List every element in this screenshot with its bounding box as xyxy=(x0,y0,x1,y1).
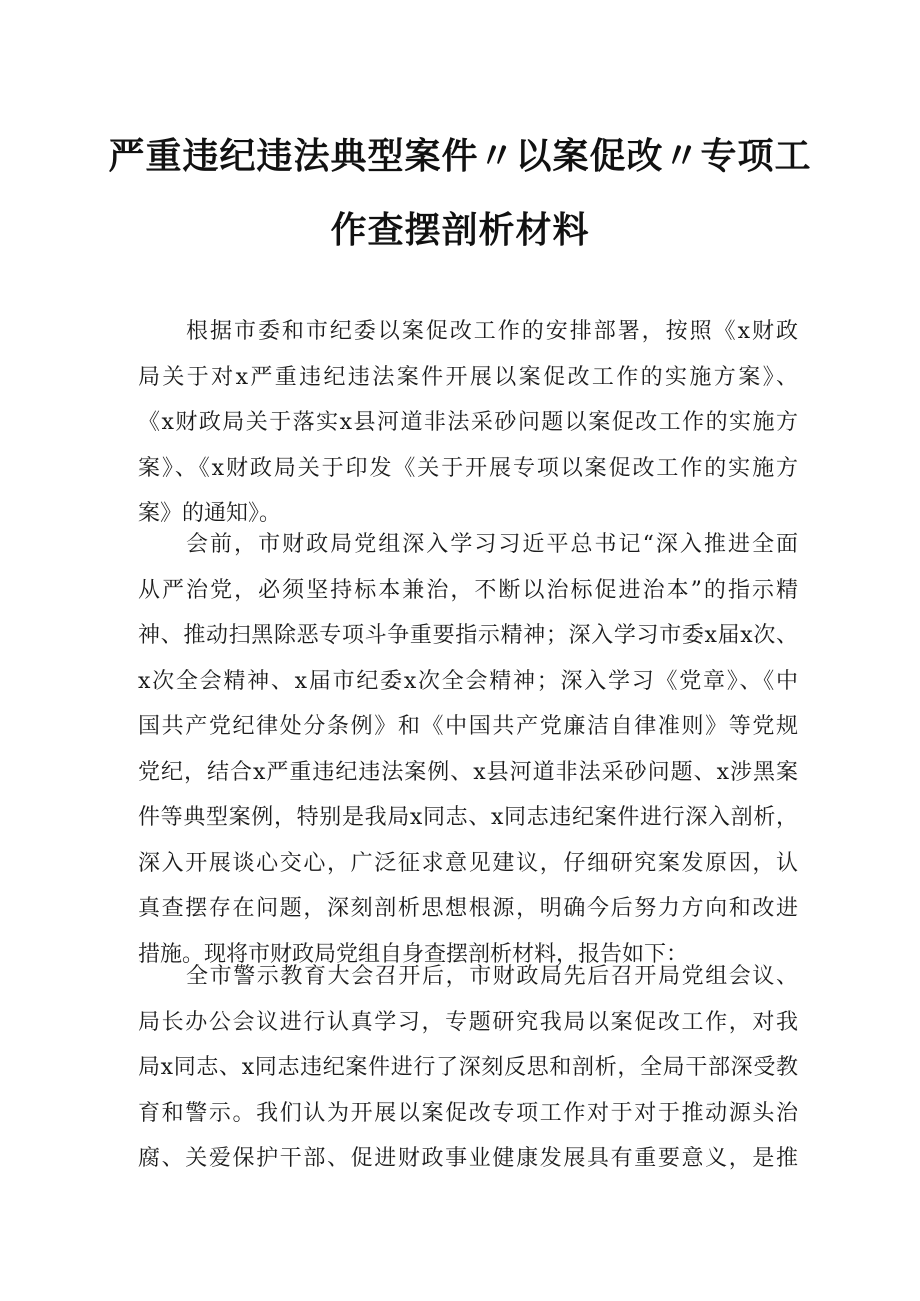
paragraph-line: 局关于对x严重违纪违法案件开展以案促改工作的实施方案》、 xyxy=(138,364,798,390)
paragraph-line: 局x同志、x同志违纪案件进行了深刻反思和剖析，全局干部深受教 xyxy=(138,1055,798,1080)
paragraph-line: 根据市委和市纪委以案促改工作的安排部署，按照《x财政 xyxy=(186,319,798,344)
paragraph-line: 局长办公会议进行认真学习，专题研究我局以案促改工作，对我 xyxy=(138,1009,798,1035)
paragraph-line: 《x财政局关于落实x县河道非法采砂问题以案促改工作的实施方 xyxy=(138,410,798,435)
paragraph-line: 会前，市财政局党组深入学习习近平总书记“深入推进全面 xyxy=(186,532,798,557)
paragraph-line: 党纪，结合x严重违纪违法案例、x县河道非法采砂问题、x涉黑案 xyxy=(138,759,798,785)
paragraph-line: 神、推动扫黑除恶专项斗争重要指示精神；深入学习市委x届x次、 xyxy=(138,623,798,648)
paragraph-line: x次全会精神、x届市纪委x次全会精神；深入学习《党章》、《中 xyxy=(138,668,798,694)
paragraph-line: 深入开展谈心交心，广泛征求意见建议，仔细研究案发原因，认 xyxy=(138,850,798,876)
document-title-line-2: 作查摆剖析材料 xyxy=(330,210,590,251)
document-title-line-1: 严重违纪违法典型案件〃以案促改〃专项工 xyxy=(108,136,812,177)
paragraph-line: 腐、关爱保护干部、促进财政事业健康发展具有重要意义，是推 xyxy=(138,1146,798,1171)
paragraph-line: 育和警示。我们认为开展以案促改专项工作对于对于推动源头治 xyxy=(138,1100,798,1126)
paragraph-2 xyxy=(138,522,798,977)
paragraph-3 xyxy=(138,954,798,1182)
paragraph-line: 措施。现将市财政局党组自身查摆剖析材料，报告如下： xyxy=(138,941,689,967)
paragraph-line: 从严治党，必须坚持标本兼治，不断以治标促进治本”的指示精 xyxy=(138,577,798,603)
paragraph-line: 真查摆存在问题，深刻剖析思想根源，明确今后努力方向和改进 xyxy=(138,896,798,921)
paragraph-line: 国共产党纪律处分条例》和《中国共产党廉洁自律准则》等党规 xyxy=(138,714,798,739)
paragraph-1 xyxy=(138,309,798,537)
paragraph-line: 全市警示教育大会召开后，市财政局先后召开局党组会议、 xyxy=(186,964,798,989)
paragraph-line: 件等典型案例，特别是我局x同志、x同志违纪案件进行深入剖析， xyxy=(138,805,798,830)
paragraph-line: 案》、《x财政局关于印发《关于开展专项以案促改工作的实施方 xyxy=(138,455,798,481)
paragraph-line: 案》的通知》。 xyxy=(138,501,282,526)
